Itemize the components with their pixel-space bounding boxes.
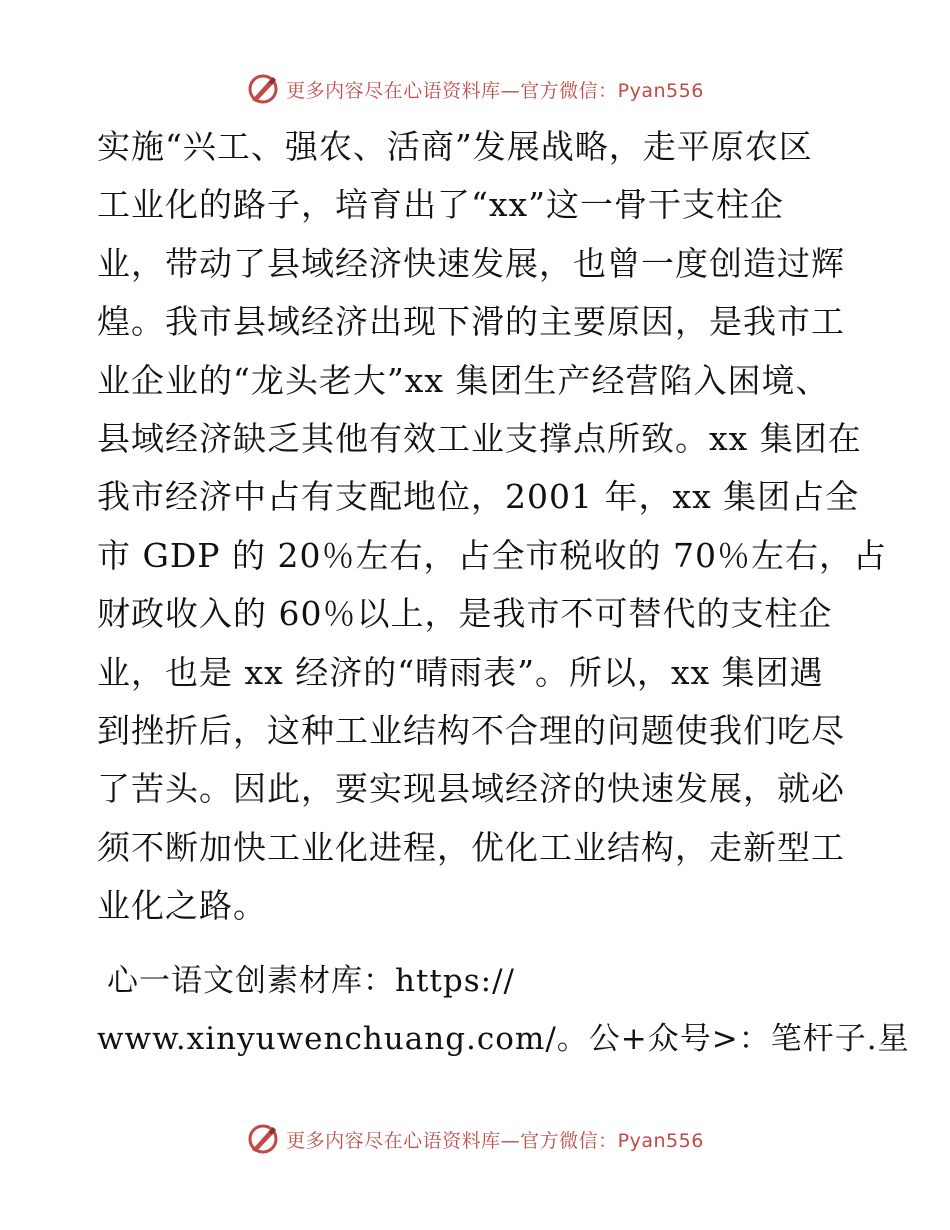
body-line: 须不断加快工业化进程，优化工业结构，走新型工 <box>97 827 845 867</box>
footer-watermark-banner <box>0 1122 950 1156</box>
body-line: 业，也是 xx 经济的“晴雨表”。所以，xx 集团遇 <box>97 652 824 692</box>
footer-banner-text: 更多内容尽在心语资料库—官方微信：Pyan556 <box>286 1129 704 1152</box>
pen-logo-icon <box>246 1122 280 1156</box>
body-line: 我市经济中占有支配地位，2001 年，xx 集团占全 <box>97 477 860 517</box>
body-line: 煌。我市县域经济出现下滑的主要原因，是我市工 <box>97 302 845 342</box>
source-note-line: 心一语文创素材库：https:// <box>107 963 515 999</box>
pen-logo-icon <box>246 72 280 106</box>
body-line: 工业化的路子，培育出了“xx”这一骨干支柱企 <box>97 185 784 225</box>
body-line: 了苦头。因此，要实现县域经济的快速发展，就必 <box>97 769 845 809</box>
body-line: 实施“兴工、强农、活商”发展战略，走平原农区 <box>97 127 813 166</box>
header-banner-text: 更多内容尽在心语资料库—官方微信：Pyan556 <box>286 79 704 102</box>
body-line: 业，带动了县域经济快速发展，也曾一度创造过辉 <box>97 243 845 283</box>
body-line: 业化之路。 <box>97 886 267 926</box>
document-body <box>97 118 887 935</box>
source-note <box>97 952 910 1068</box>
body-line: 县域经济缺乏其他有效工业支撑点所致。xx 集团在 <box>97 418 862 458</box>
source-note-line: www.xinyuwenchuang.com/。公+众号>：笔杆子.星 <box>97 1021 910 1057</box>
body-line: 到挫折后，这种工业结构不合理的问题使我们吃尽 <box>97 710 845 750</box>
body-line: 业企业的“龙头老大”xx 集团生产经营陷入困境、 <box>97 360 830 400</box>
body-line: 市 GDP 的 20％左右，占全市税收的 70％左右，占 <box>97 535 887 575</box>
body-line: 财政收入的 60％以上，是我市不可替代的支柱企 <box>97 594 833 634</box>
header-watermark-banner <box>0 72 950 106</box>
